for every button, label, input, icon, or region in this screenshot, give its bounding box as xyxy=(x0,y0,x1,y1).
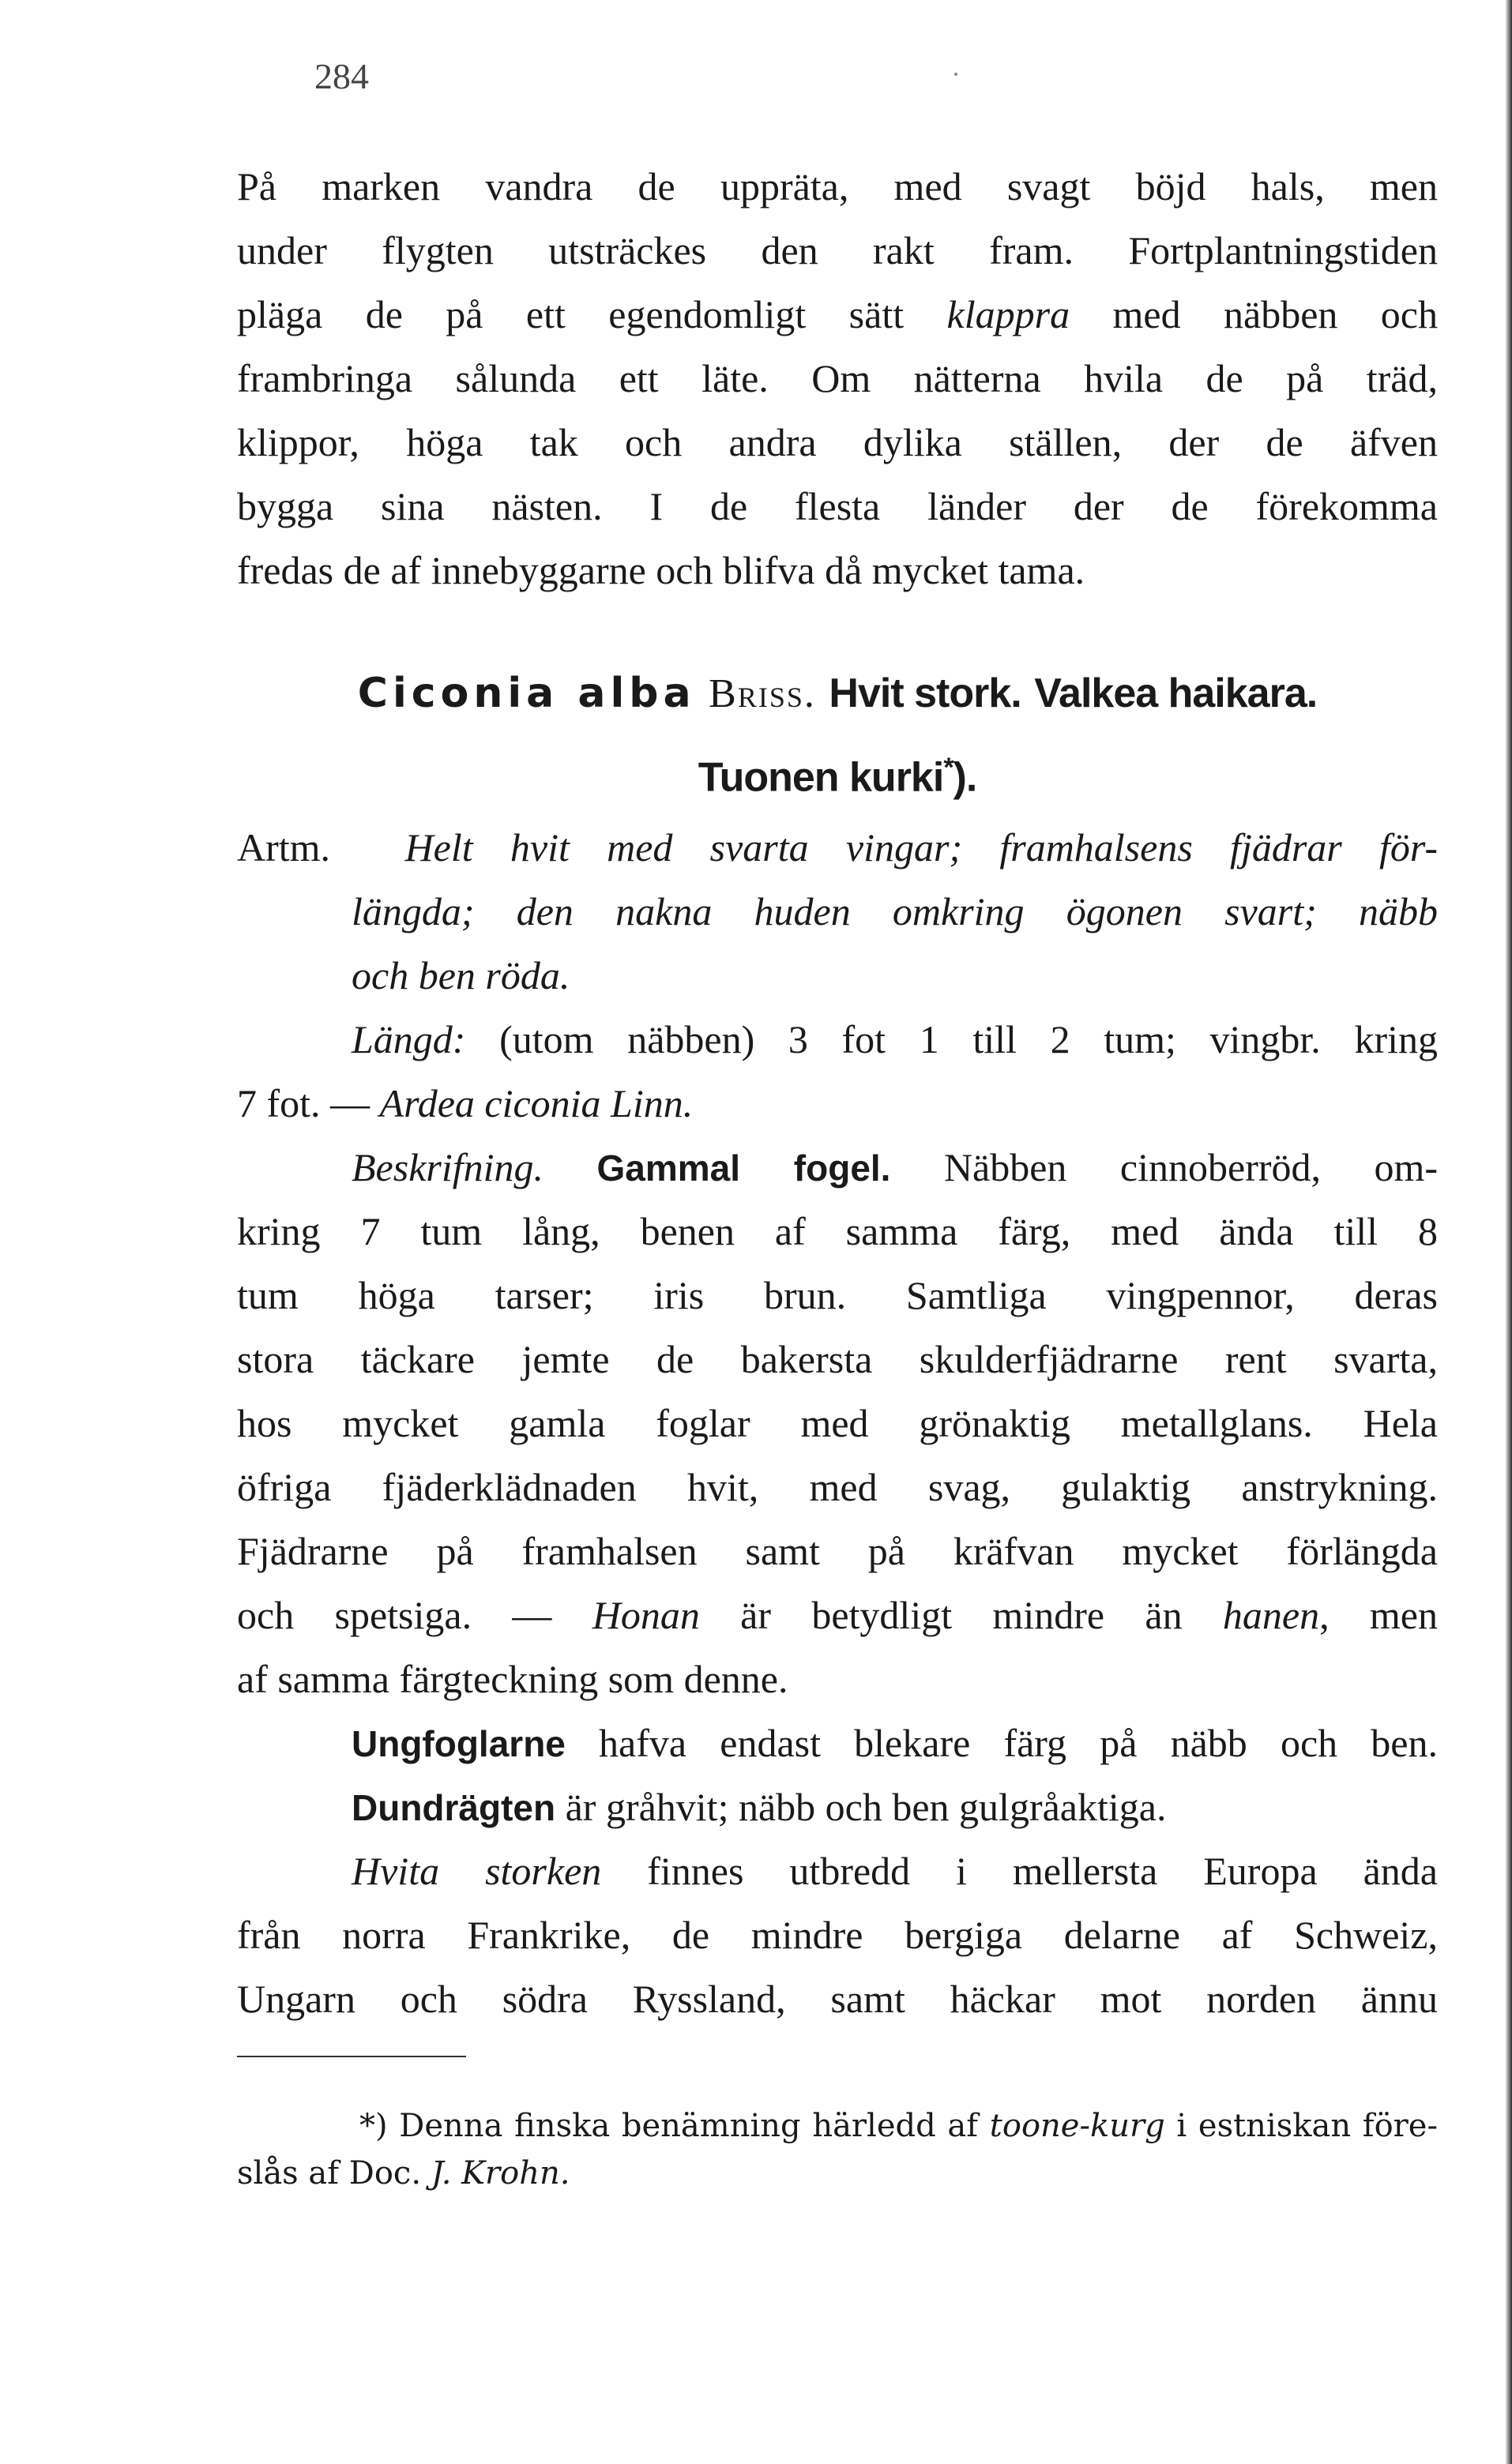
synonym: Ardea ciconia Linn. xyxy=(379,1081,694,1125)
footnote-line-1: *) Denna finska benämning härledd af toone-kurg i estniskan före- xyxy=(359,2108,1438,2144)
artm-line-2: längda; den nakna huden omkring ögonen svart; näbb xyxy=(352,889,1438,933)
hvita-line-3: Ungarn och södra Ryssland, samt häckar mot norden ännu xyxy=(237,1977,1438,2021)
beskrifning-line-9: af samma färgteckning som denne. xyxy=(237,1657,788,1701)
page-edge xyxy=(1506,0,1512,2464)
ungfoglarne-line: Ungfoglarne hafva endast blekare färg på näbb och ben. xyxy=(352,1721,1438,1765)
beskrifning-line-5: hos mycket gamla foglar med grönaktig metallglans. Hela xyxy=(237,1401,1438,1445)
artm-line-3: och ben röda. xyxy=(352,953,570,997)
latin-name: Ciconia alba xyxy=(357,670,696,717)
finnish-name-2: Tuonen kurki xyxy=(698,754,944,801)
swedish-name: Hvit stork. xyxy=(829,670,1021,716)
beskrifning-line-8: och spetsiga. — Honan är betydligt mindre än hanen, men xyxy=(237,1593,1438,1637)
langd-line-2: 7 fot. — Ardea ciconia Linn. xyxy=(237,1081,694,1125)
beskrifning-label: Beskrifning. xyxy=(352,1145,544,1189)
finnish-name: Valkea haikara. xyxy=(1034,670,1318,716)
paragraph1-line-5: klippor, höga tak och andra dylika ställen, der de äfven xyxy=(237,420,1438,464)
page-number: 284 xyxy=(314,56,369,96)
footnote-line-2: slås af Doc. J. Krohn. xyxy=(237,2155,570,2192)
paragraph1-line-1: På marken vandra de uppräta, med svagt böjd hals, men xyxy=(237,164,1438,208)
page-speck xyxy=(954,73,957,76)
paragraph1-line-4: frambringa sålunda ett läte. Om nätterna hvila de på träd, xyxy=(237,356,1438,400)
paragraph1-line-6: bygga sina nästen. I de flesta länder der de förekomma xyxy=(237,484,1438,528)
footnote-rule xyxy=(237,2056,466,2057)
beskrifning-line-4: stora täckare jemte de bakersta skulderfjädrarne rent svarta, xyxy=(237,1337,1438,1381)
beskrifning-line-7: Fjädrarne på framhalsen samt på kräfvan mycket förlängda xyxy=(237,1529,1438,1573)
species-heading-line-2: Tuonen kurki*). xyxy=(698,753,977,801)
beskrifning-line-6: öfriga fjäderklädnaden hvit, med svag, gulaktig anstrykning. xyxy=(237,1465,1438,1509)
beskrifning-line-2: kring 7 tum lång, benen af samma färg, med ända till 8 xyxy=(237,1209,1438,1253)
dundragten-line: Dundrägten är gråhvit; näbb och ben gulgråaktiga. xyxy=(352,1785,1167,1829)
langd-label: Längd: xyxy=(352,1017,466,1061)
langd-line-1: Längd: (utom näbben) 3 fot 1 till 2 tum; vingbr. kring xyxy=(352,1017,1438,1061)
artm-label: Artm. xyxy=(237,825,331,870)
hvita-line-1: Hvita storken finnes utbredd i mellersta Europa ända xyxy=(352,1849,1438,1893)
paragraph1-line-2: under flygten utsträckes den rakt fram. Fortplantningstiden xyxy=(237,228,1438,272)
beskrifning-line-3: tum höga tarser; iris brun. Samtliga vingpennor, deras xyxy=(237,1273,1438,1317)
species-heading xyxy=(237,668,1438,719)
italic-term: klappra xyxy=(946,292,1070,336)
footnote-ref: * xyxy=(943,753,953,783)
artm-line-1: Artm. Helt hvit med svarta vingar; framhalsens fjädrar för- xyxy=(237,825,1438,870)
author-abbrev: Briss. xyxy=(709,671,816,716)
hvita-line-2: från norra Frankrike, de mindre bergiga delarne af Schweiz, xyxy=(237,1913,1438,1957)
beskrifning-bold: Gammal fogel. xyxy=(596,1147,891,1189)
paragraph1-line-3: pläga de på ett egendomligt sätt klappra med näbben och xyxy=(237,292,1438,336)
paragraph1-line-7: fredas de af innebyggarne och blifva då mycket tama. xyxy=(237,548,1085,592)
beskrifning-line-1: Beskrifning. Gammal fogel. Näbben cinnoberröd, om- xyxy=(352,1145,1439,1189)
